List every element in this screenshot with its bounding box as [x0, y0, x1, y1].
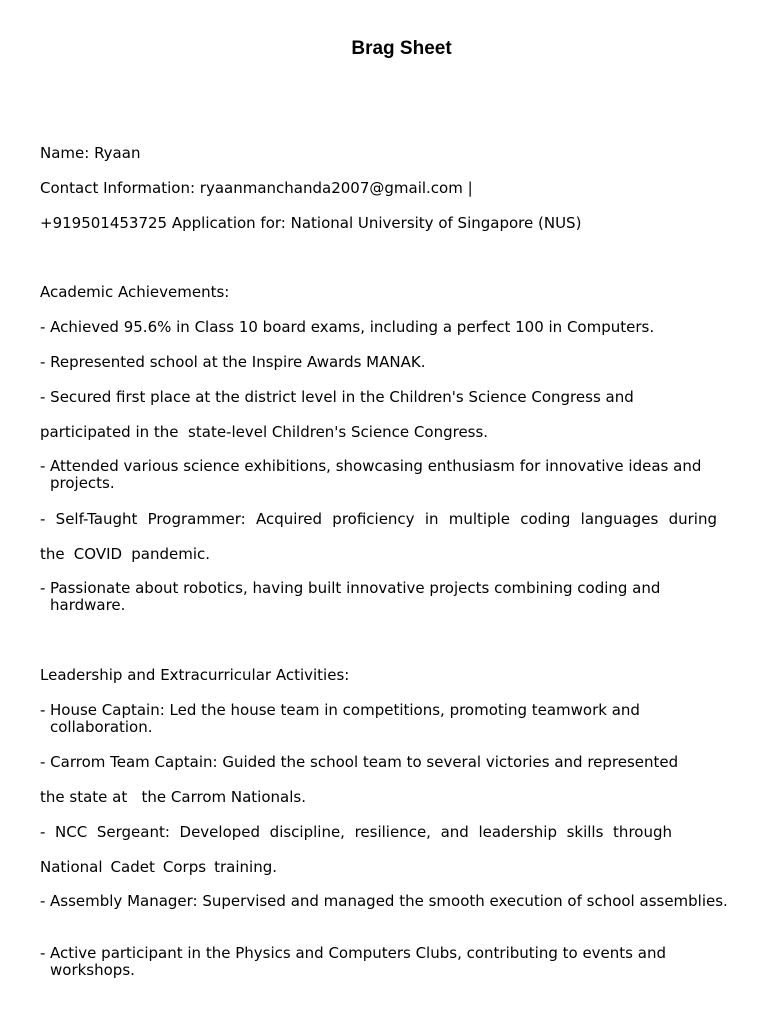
- contact-line: Contact Information: ryaanmanchanda2007@gmail.com |: [40, 179, 473, 197]
- academic-heading: Academic Achievements:: [40, 283, 230, 301]
- phone-application-line: +919501453725 Application for: National University of Singapore (NUS): [40, 214, 582, 232]
- academic-item-4: [40, 458, 730, 492]
- bullet-dash: -: [40, 579, 46, 597]
- leadership-item-3-line-2: National Cadet Corps training.: [40, 858, 277, 876]
- leadership-item-4-text: Assembly Manager: Supervised and managed the smooth execution of school assemblies.: [50, 892, 728, 910]
- leadership-item-3-line-1: - NCC Sergeant: Developed discipline, resilience, and leadership skills through: [40, 823, 672, 841]
- leadership-item-2-line-2: the state at the Carrom Nationals.: [40, 788, 306, 806]
- academic-item-4-text: Attended various science exhibitions, showcasing enthusiasm for innovative ideas and projects.: [50, 457, 702, 492]
- leadership-item-4: [40, 893, 730, 910]
- academic-item-1: - Achieved 95.6% in Class 10 board exams, including a perfect 100 in Computers.: [40, 318, 655, 336]
- academic-item-5-line-2: the COVID pandemic.: [40, 545, 210, 563]
- bullet-dash: -: [40, 892, 46, 910]
- leadership-item-1-text: House Captain: Led the house team in competitions, promoting teamwork and collaboration.: [50, 701, 640, 736]
- academic-item-3-line-1: - Secured first place at the district level in the Children's Science Congress and: [40, 388, 634, 406]
- academic-item-5-line-1: - Self-Taught Programmer: Acquired proficiency in multiple coding languages during: [40, 510, 717, 528]
- bullet-dash: -: [40, 944, 46, 962]
- bullet-dash: -: [40, 457, 46, 475]
- academic-item-3-line-2: participated in the state-level Children's Science Congress.: [40, 423, 489, 441]
- leadership-item-5-text: Active participant in the Physics and Computers Clubs, contributing to events and workshops.: [50, 944, 666, 979]
- leadership-item-5: [40, 945, 730, 979]
- academic-item-6: [40, 580, 730, 614]
- page-title: Brag Sheet: [351, 38, 452, 59]
- leadership-heading: Leadership and Extracurricular Activities:: [40, 666, 350, 684]
- bullet-dash: -: [40, 701, 46, 719]
- academic-item-6-text: Passionate about robotics, having built innovative projects combining coding and hardware.: [50, 579, 661, 614]
- leadership-item-2-line-1: - Carrom Team Captain: Guided the school team to several victories and represented: [40, 753, 679, 771]
- name-line: Name: Ryaan: [40, 144, 141, 162]
- leadership-item-1: [40, 702, 730, 736]
- academic-item-2: - Represented school at the Inspire Awards MANAK.: [40, 353, 426, 371]
